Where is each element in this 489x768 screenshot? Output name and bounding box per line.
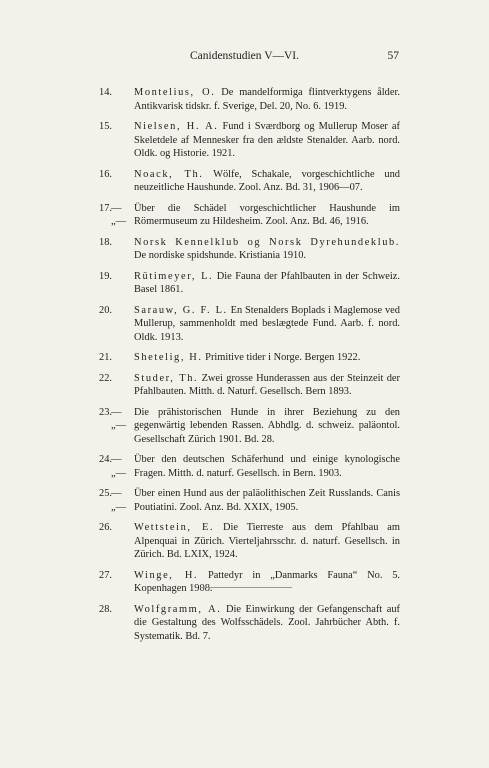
entry-citation: Wölfe, Schakale, vorgeschichtliche und neuzeitliche Haushunde. Zool. Anz. Bd. 31, 1906—07. — [134, 168, 400, 193]
bibliography-entry — [90, 406, 400, 447]
entry-author: Noack, Th. — [134, 168, 204, 180]
entry-author: Norsk Kennelklub og Norsk Dyrehundeklub. — [134, 236, 400, 248]
entry-citation: De mandelformiga flintverktygens ålder. Antikvarisk tidskr. f. Sverige, Del. 20, No. 6. 1919. — [134, 87, 400, 112]
bibliography-entry — [90, 270, 400, 297]
bibliography-entry — [90, 603, 400, 644]
entry-author: Nielsen, H. A. — [134, 121, 219, 132]
entry-citation: Die Fauna der Pfahlbauten in der Schweiz. Basel 1861. — [134, 270, 400, 295]
entry-author: Wolfgramm, A. — [134, 603, 222, 615]
entry-number: 18. — [99, 236, 112, 248]
entry-citation: En Stenalders Boplads i Maglemose ved Mullerup, sammenholdt med beslægtede Fund. Aarb. f. nord. Oldk. 1913. — [134, 304, 400, 343]
entry-number: 22. — [99, 372, 112, 384]
entry-author: Rütimeyer, L. — [134, 270, 214, 282]
entry-author: Montelius, O. — [134, 87, 216, 98]
entry-citation: Primitive tider i Norge. Bergen 1922. — [205, 352, 361, 363]
bibliography-entry — [90, 569, 400, 596]
bibliography-entry — [90, 372, 400, 399]
entry-number: 24. — [99, 454, 112, 465]
page-header — [0, 50, 489, 66]
entry-author-ditto: —„— — [111, 454, 127, 479]
entry-number: 16. — [99, 168, 112, 180]
entry-author: Shetelig, H. — [134, 352, 203, 363]
entry-number: 20. — [99, 304, 112, 316]
bibliography-entry — [90, 521, 400, 562]
entry-citation: Zwei grosse Hunderassen aus der Steinzeit der Pfahlbauten. Mitth. d. Naturf. Gesellsch. Bern 1893. — [134, 372, 400, 397]
bibliography-entry — [90, 453, 400, 480]
bibliography-entry — [90, 202, 400, 229]
entry-number: 15. — [99, 121, 112, 132]
entry-citation: Fund i Sværdborg og Mullerup Moser af Skeletdele af Mennesker fra den ældste Stenalder. Aarb. nord. Oldk. og Historie. 1921. — [134, 121, 400, 159]
entry-number: 25. — [99, 488, 112, 499]
entry-citation: Die prähistorischen Hunde in ihrer Beziehung zu den gegenwärtig lebenden Rassen. Abhdlg. d. schweiz. paläontol. Gesellschaft Zürich 1901. Bd. 28. — [134, 406, 400, 445]
bibliography-entry — [90, 487, 400, 514]
bibliography-entry — [90, 236, 400, 263]
entry-number: 26. — [99, 522, 112, 533]
entry-number: 17. — [99, 202, 112, 214]
running-title: Canidenstudien V—VI. — [189, 50, 300, 62]
bibliography-entry — [90, 351, 400, 365]
entry-author-ditto: —„— — [111, 202, 127, 227]
bibliography-entry — [90, 304, 400, 345]
page-number: 57 — [387, 50, 399, 62]
entry-citation: Die Tierreste aus dem Pfahlbau am Alpenquai in Zürich. Vierteljahrsschr. d. naturf. Gesellsch. in Zürich. Bd. LXIX, 1924. — [134, 522, 400, 560]
entry-author: Sarauw, G. F. L. — [134, 304, 228, 316]
entry-citation: Die Einwirkung der Gefangenschaft auf die Gestaltung des Wolfsschädels. Zool. Jahrbücher Abth. f. Systematik. Bd. 7. — [134, 603, 400, 642]
bibliography-list — [90, 86, 400, 650]
entry-citation: Pattedyr in „Danmarks Fauna“ No. 5. Kopenhagen 1908. — [134, 569, 401, 594]
entry-number: 23. — [99, 406, 112, 418]
bibliography-entry — [90, 120, 400, 161]
end-rule — [200, 587, 292, 588]
bibliography-entry — [90, 86, 400, 113]
entry-author-ditto: —„— — [111, 406, 127, 431]
entry-author: Winge, H. — [134, 569, 199, 581]
bibliography-entry — [90, 168, 400, 195]
entry-author: Wettstein, E. — [134, 522, 215, 533]
entry-number: 14. — [99, 87, 112, 98]
entry-number: 28. — [99, 603, 112, 615]
entry-citation: Über einen Hund aus der paläolithischen Zeit Russlands. Canis Poutiatini. Zool. Anz. Bd. XXIX, 1905. — [134, 488, 400, 513]
entry-citation: Über die Schädel vorgeschichtlicher Haushunde im Römermuseum zu Hildesheim. Zool. Anz. Bd. 46, 1916. — [134, 202, 400, 227]
entry-author: Studer, Th. — [134, 372, 199, 384]
entry-citation: Über den deutschen Schäferhund und einige kynologische Fragen. Mitth. d. naturf. Gesellsch. in Bern. 1903. — [134, 454, 400, 479]
entry-number: 21. — [99, 352, 112, 363]
entry-citation: De nordiske spidshunde. Kristiania 1910. — [134, 250, 306, 261]
entry-number: 19. — [99, 270, 112, 282]
entry-number: 27. — [99, 569, 112, 581]
entry-author-ditto: —„— — [111, 488, 127, 513]
